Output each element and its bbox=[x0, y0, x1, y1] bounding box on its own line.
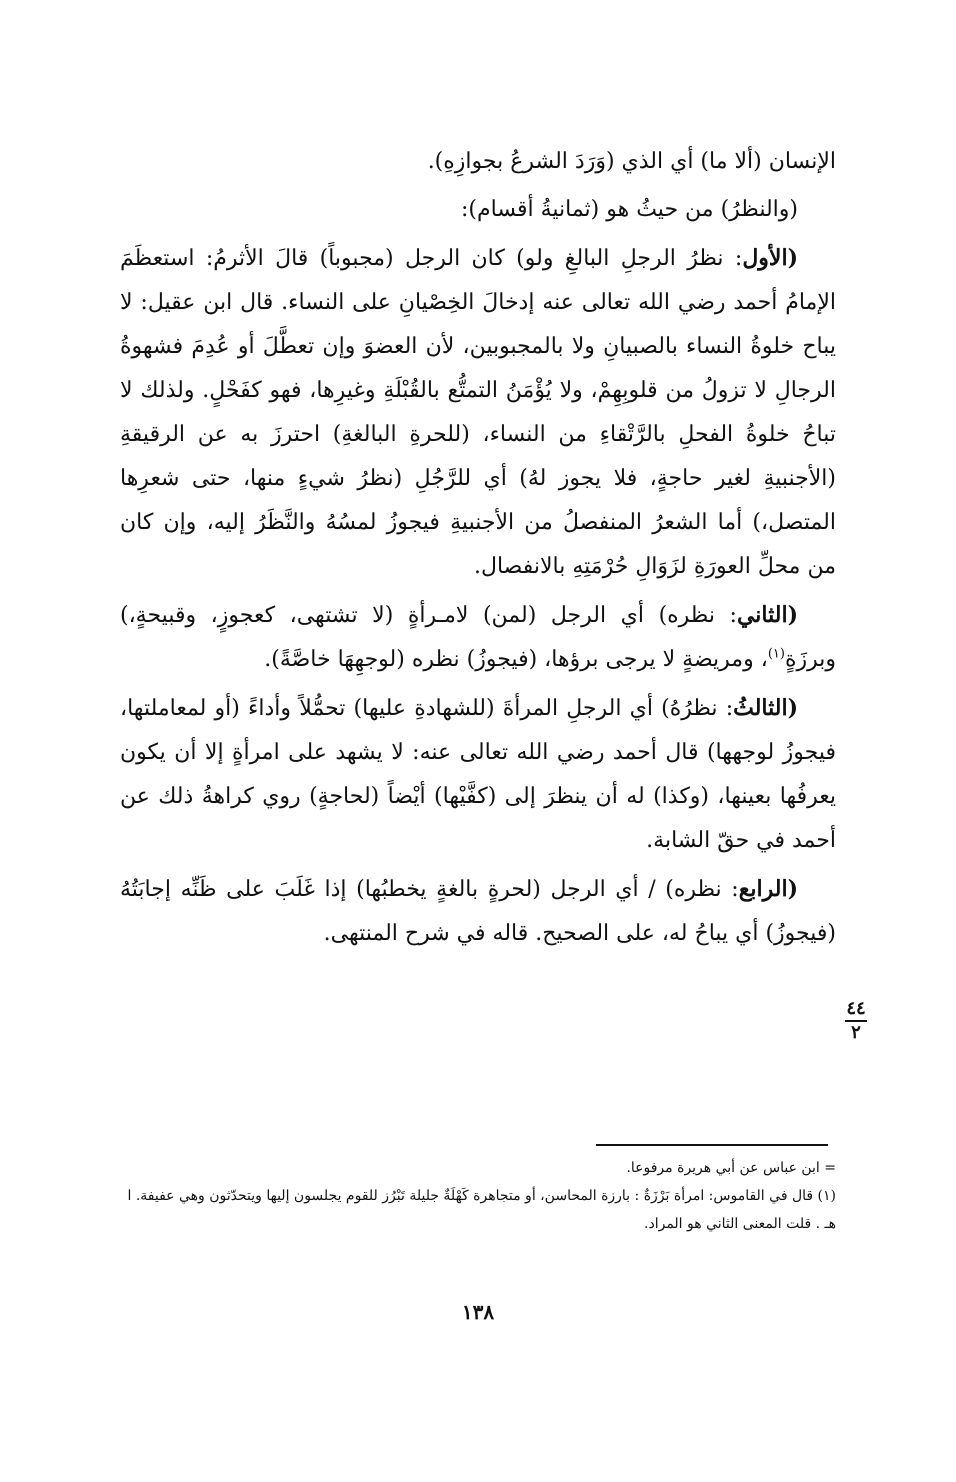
folio-side: ٢ bbox=[851, 1022, 861, 1043]
main-text bbox=[120, 140, 836, 956]
section-second-tail: ، ومريضةٍ لا يرجى برؤها، (فيجوزُ) نظره (لوجهِهَا خاصَّةً). bbox=[264, 647, 768, 672]
footnote-continued: = ابن عباس عن أبي هريرة مرفوعا. bbox=[626, 1160, 836, 1176]
section-first-lead: (الأول bbox=[742, 245, 798, 271]
page-number: ١٣٨ bbox=[461, 1300, 495, 1324]
section-fourth-lead: (الرابع bbox=[738, 876, 798, 902]
footnote-ref: (١) bbox=[767, 646, 785, 662]
folio-number: ٤٤ bbox=[846, 998, 866, 1019]
section-third-text: : نظرُهُ) أي الرجلِ المرأةَ (للشهادةِ عليها) تحمُّلاً وأداءً (أو لمعاملتها، فيجوزُ لوجهها) قال أحمد رضي الله تعالى عنه: لا يشهد على امرأةٍ إلا أن يكون يعرفُها بعينها، (وكذا) له أن ينظرَ إلى (كفَّيْها) أيْضاً (لحاجةٍ) روي كراهةُ ذلك عن أحمد في حقّ الشابة. bbox=[120, 696, 836, 853]
section-third-lead: (الثالثُ bbox=[733, 695, 798, 721]
section-first bbox=[120, 236, 836, 589]
section-fourth-text: : نظره) / أي الرجل (لحرةٍ بالغةٍ يخطبُها) إذا غَلَبَ على ظَنِّه إجابَتُهُ (فيجوزُ) أي يباحُ له، على الصحيح. قاله في شرح المنتهى. bbox=[120, 877, 836, 946]
paragraph-2 bbox=[120, 188, 836, 232]
footnote-separator bbox=[596, 1144, 828, 1146]
section-second bbox=[120, 593, 836, 682]
section-third bbox=[120, 686, 836, 863]
paragraph-1-text: الإنسان (ألا ما) أي الذي (وَرَدَ الشرعُ بجوازِهِ). bbox=[427, 149, 836, 174]
paragraph-1 bbox=[120, 140, 836, 184]
section-second-lead: (الثاني bbox=[736, 602, 798, 628]
footnotes bbox=[120, 1154, 836, 1238]
paragraph-2-text: (والنظرُ) من حيثُ هو (ثمانيةُ أقسام): bbox=[461, 197, 798, 222]
section-second-text: : نظره) أي الرجل (لمن) لامـرأةٍ (لا تشتهى، كعجوزٍ، وقبيحةٍ،) وبرزَةٍ bbox=[120, 603, 836, 672]
section-fourth bbox=[120, 867, 836, 956]
section-first-text: : نظرُ الرجلِ البالغِ ولو) كان الرجل (مجبوباً) قالَ الأثرمُ: استعظَمَ الإمامُ أحمد رضي الله تعالى عنه إدخالَ الخِصْيانِ على النساء. قال ابن عقيل: لا يباح خلوةُ النساء بالصبيانِ ولا بالمجبوبين، لأن العضوَ وإن تعطَّلَ أو عُدِمَ فشهوةُ الرجالِ لا تزولُ من قلوبِهِمْ، ولا يُؤْمَنُ التمتُّع بالقُبْلَةِ وغيرِها، فهو كفَحْلٍ. ولذلك لا تباحُ خلوةُ الفحلِ بالرَّتْقاءِ من النساء، (للحرةِ البالغةِ) احترزَ به عن الرقيقةِ (الأجنبيةِ لغير حاجةٍ، فلا يجوز لهُ) أي للرَّجُلِ (نظرُ شيءٍ منها، حتى شعرِها المتصل،) أما الشعرُ المنفصلُ من الأجنبيةِ فيجوزُ لمسُهُ والنَّظَرُ إليه، وإن كان من محلِّ العورَةِ لزَوَالِ حُرْمَتِهِ بالانفصال. bbox=[120, 246, 836, 579]
manuscript-folio-note bbox=[836, 1000, 876, 1042]
footnote-1: (١) قال في القاموس: امرأة بَرْزَةٌ : بارزة المحاسن، أو متجاهرة كَهْلَةٌ جليلة تَبْرُز للقوم يجلسون إليها ويتحدّثون وهي عفيفة. ا هـ . قلت المعنى الثاني هو المراد. bbox=[127, 1188, 836, 1232]
